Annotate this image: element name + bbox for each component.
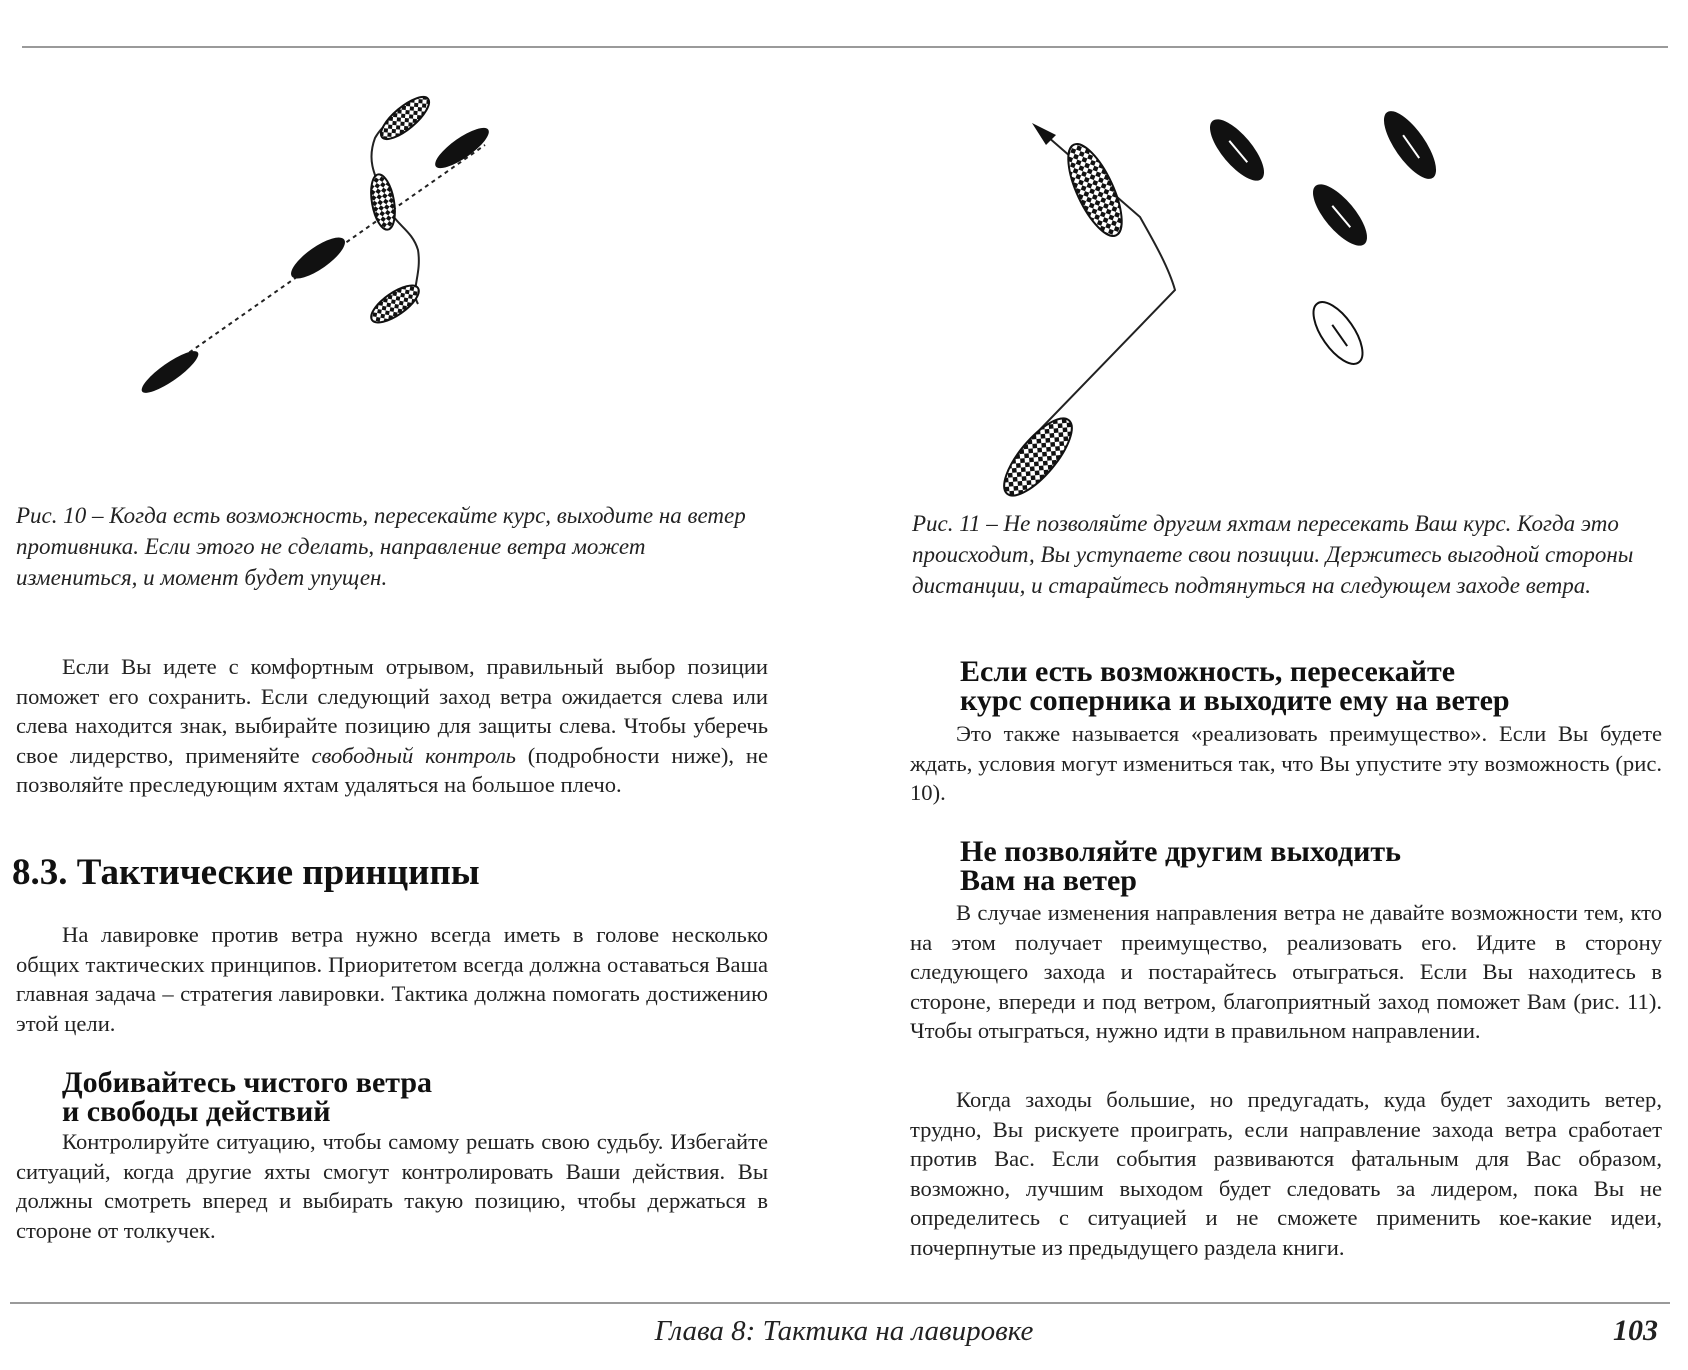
subheading-no-windward: Не позволяйте другим выходить Вам на ветер [960, 835, 1401, 897]
top-rule [22, 46, 1668, 48]
intro-paragraph: Если Вы идете с комфортным отрывом, правильный выбор позиции поможет его сохранить. Если следующий заход ветра ожидается слева или слева находится знак, выбирайте позицию для защиты слева. Чтобы уберечь свое лидерство, применяйте свободный контроль (подробности ниже), не позволяйте преследующим яхтам удаляться на большое плечо. [16, 654, 768, 797]
cross-course-paragraph: Это также называется «реализовать преимущество». Если Вы будете ждать, условия могут измениться так, что Вы упустите эту возможность (рис. 10). [910, 721, 1662, 805]
clean-wind-paragraph: Контролируйте ситуацию, чтобы самому решать свою судьбу. Избегайте ситуаций, когда другие яхты смогут контролировать Ваши действия. Вы должны смотреть вперед и выбирать такую позицию, чтобы держаться в стороне от толкучек. [16, 1129, 768, 1243]
black-yacht-icon [1201, 111, 1273, 189]
figure-10-illustration [100, 90, 560, 430]
subheading-clean-wind: Добивайтесь чистого ветра и свободы действий [62, 1066, 433, 1128]
figure-11-illustration [990, 105, 1550, 505]
black-yacht-icon [285, 231, 350, 286]
black-yacht-icon [430, 121, 494, 174]
checkered-yacht-icon [993, 409, 1082, 505]
intro-emphasis: свободный контроль [311, 742, 516, 768]
chapter-footer-title: Глава 8: Тактика на лавировке [654, 1315, 1034, 1347]
subheading-cross-course: Если есть возможность, пересекайте курс соперника и выходите ему на ветер [960, 655, 1510, 717]
no-windward-paragraph-2: Когда заходы большие, но предугадать, куда будет заходить ветер, трудно, Вы рискуете проиграть, если направление захода ветра сработает против Вас. Если события развиваются фатальным для Вас образом, возможно, лучшим выходом будет следовать за лидером, пока Вы не определитесь с ситуацией и не сможете применить кое-какие идеи, почерпнутые из предыдущего раздела книги. [910, 1087, 1662, 1260]
checkered-yacht-icon [375, 90, 435, 145]
no-windward-paragraph-1: В случае изменения направления ветра не давайте возможности тем, кто на этом получает преимущество, реализовать его. Идите в сторону следующего захода и постарайтесь отыграться. Если Вы находитесь в стороне, впереди и под ветром, благоприятный заход поможет Вам (рис. 11). Чтобы отыграться, нужно идти в правильном направлении. [910, 900, 1662, 1043]
figure-10-caption: Рис. 10 – Когда есть возможность, пересекайте курс, выходите на ветер противника. Если этого не сделать, направление ветра может измениться, и момент будет упущен. [16, 503, 746, 590]
figure-10 [100, 90, 560, 430]
checkered-yacht-icon [1058, 137, 1133, 243]
black-yacht-icon [1304, 176, 1376, 254]
checkered-yacht-icon [367, 173, 398, 232]
figure-11 [990, 105, 1550, 505]
bottom-rule [10, 1302, 1670, 1304]
black-yacht-icon [137, 345, 203, 399]
figure-11-caption: Рис. 11 – Не позволяйте другим яхтам пересекать Ваш курс. Когда это происходит, Вы уступаете свои позиции. Держитесь выгодной стороны дистанции, и старайтесь подтянуться на следующем заходе ветра. [912, 511, 1634, 598]
checkered-yacht-icon [366, 279, 424, 329]
section-heading: 8.3. Тактические принципы [12, 852, 480, 893]
section-paragraph: На лавировке против ветра нужно всегда иметь в голове несколько общих тактических принципов. Приоритетом всегда должна оставаться Ваша главная задача – стратегия лавировки. Тактика должна помогать достижению этой цели. [16, 922, 768, 1036]
page-number: 103 [1613, 1314, 1658, 1347]
white-yacht-icon [1304, 294, 1372, 371]
black-yacht-icon [1375, 105, 1445, 186]
